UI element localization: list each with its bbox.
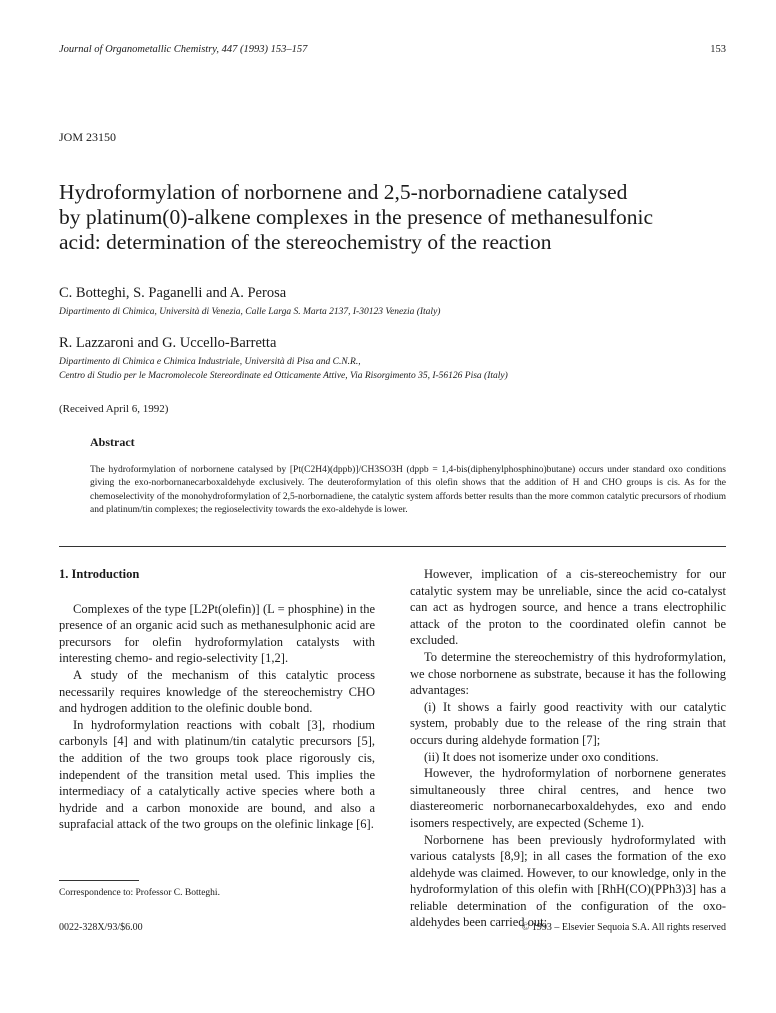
title-line-1: Hydroformylation of norbornene and 2,5-norbornadiene catalysed <box>59 180 628 204</box>
right-paragraph-2: To determine the stereochemistry of this hydroformylation, we chose norbornene as substrate, because it has the following advantages: <box>410 649 726 698</box>
affiliation-2a: Dipartimento di Chimica e Chimica Industriale, Università di Pisa and C.N.R., <box>59 357 361 367</box>
title-line-3: acid: determination of the stereochemistry of the reaction <box>59 230 552 254</box>
article-code: JOM 23150 <box>59 130 117 144</box>
journal-citation: Journal of Organometallic Chemistry, 447 (1993) 153–157 <box>59 44 308 55</box>
authors-group-1: C. Botteghi, S. Paganelli and A. Perosa <box>59 285 287 301</box>
right-column <box>410 566 726 931</box>
article-title <box>59 180 739 255</box>
right-paragraph-4: (ii) It does not isomerize under oxo conditions. <box>424 749 659 764</box>
affiliation-2b: Centro di Studio per le Macromolecole Stereordinate ed Otticamente Attive, Via Risorgimento 35, I-56126 Pisa (Italy) <box>59 371 508 381</box>
right-paragraph-5: However, the hydroformylation of norbornene generates simultaneously three chiral centres, and hence two diastereomeric norbornanecarboxaldehydes, exo and endo isomers respectively, are expected (Scheme 1). <box>410 766 726 830</box>
intro-paragraph-1: Complexes of the type [L2Pt(olefin)] (L = phosphine) in the presence of an organic acid such as methanesulphonic acid are precursors for olefin hydroformylation catalysts with interesting chemo- and regio-selectivity [1,2]. <box>59 601 375 666</box>
affiliation-1: Dipartimento di Chimica, Università di Venezia, Calle Larga S. Marta 2137, I-30123 Venezia (Italy) <box>59 307 441 317</box>
running-header <box>59 44 726 55</box>
intro-paragraph-3: In hydroformylation reactions with cobalt [3], rhodium carbonyls [4] and with platinum/tin catalytic precursors [5], the addition of the two groups took place rigorously cis, independent of the transition metal used. This implies the intermediacy of a catalytically active species where both a hydride and a carbon monoxide are bound, and also a suprafacial attack of the two groups on the olefinic linkage [6]. <box>59 717 375 832</box>
abstract-text: The hydroformylation of norbornene catalysed by [Pt(C2H4)(dppb)]/CH3SO3H (dppb = 1,4-bis(diphenylphosphino)butane) occurs under standard oxo conditions giving the exo-norbornanecarboxaldehyde exclusively. The deuteroformylation of this olefin shows that the addition of H and CHO groups is cis. As for the chemoselectivity of the monohydroformylation of 2,5-norbornadiene, the catalytic system affords better results than the more common catalytic precursors of rhodium and platinum/tin complexes; the regioselectivity towards the exo-aldehyde is lower. <box>90 465 726 516</box>
authors-group-2: R. Lazzaroni and G. Uccello-Barretta <box>59 335 277 351</box>
right-paragraph-3: (i) It shows a fairly good reactivity with our catalytic system, probably due to the release of the ring strain that occurs during aldehyde formation [7]; <box>410 699 726 747</box>
abstract-divider <box>59 546 726 547</box>
right-paragraph-6: Norbornene has been previously hydroformylated with various catalysts [8,9]; in all cases the formation of the exo aldehyde was claimed. However, to our knowledge, only in the hydroformylation of this olefin with [RhH(CO)(PPh3)3] has a reliable determination of the configuration of the oxo-aldehydes been carried out; <box>410 832 726 930</box>
intro-paragraph-2: A study of the mechanism of this catalytic process necessarily requires knowledge of the stereochemistry CHO and hydrogen addition to the olefinic double bond. <box>59 667 375 716</box>
right-paragraph-1: However, implication of a cis-stereochemistry for our catalytic system may be unreliable, since the acid co-catalyst can act as hydrogen source, and hence a trans electrophilic attack of the proton to the coordinated olefin cannot be excluded. <box>410 567 726 648</box>
received-date: (Received April 6, 1992) <box>59 403 169 415</box>
footnote-rule <box>59 880 139 881</box>
left-column <box>59 566 375 833</box>
correspondence-footnote: Correspondence to: Professor C. Botteghi. <box>59 888 220 898</box>
abstract-heading: Abstract <box>90 435 135 449</box>
copyright-notice: © 1993 – Elsevier Sequoia S.A. All rights reserved <box>521 922 726 933</box>
title-line-2: by platinum(0)-alkene complexes in the presence of methanesulfonic <box>59 205 654 229</box>
page-number: 153 <box>710 44 726 55</box>
section-heading: 1. Introduction <box>59 567 140 581</box>
issn-price-code: 0022-328X/93/$6.00 <box>59 922 143 933</box>
